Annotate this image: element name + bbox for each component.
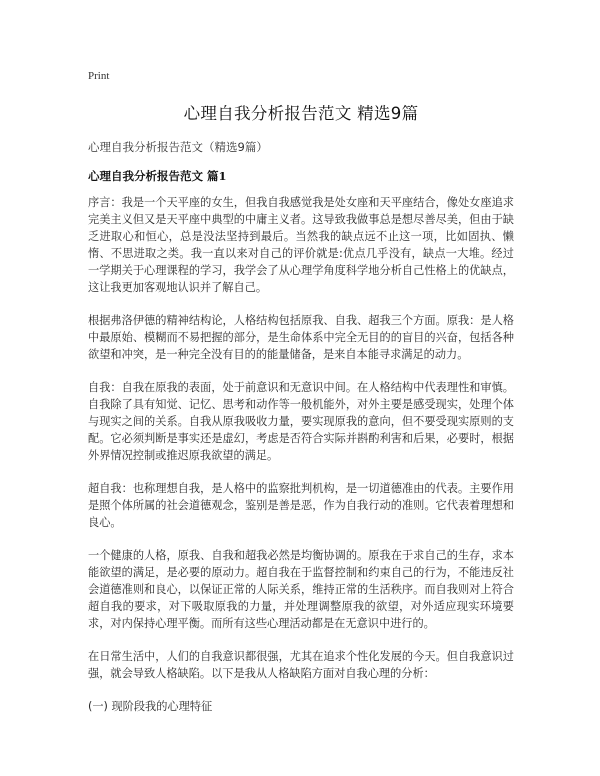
paragraph-id: 根据弗洛伊德的精神结构论，人格结构包括原我、自我、超我三个方面。原我：是人格中最原始、模糊而不易把握的部分，是生命体系中完全无目的的盲目的兴奋，包括各种欲望和冲突，是一种完全没有目的的能量储备，是来自本能寻求满足的动力。 xyxy=(88,314,514,361)
document-subtitle: 心理自我分析报告范文（精选9篇） xyxy=(88,140,268,154)
print-link[interactable]: Print xyxy=(88,70,110,82)
paragraph-superego: 超自我：也称理想自我，是人格中的监察批判机构，是一切道德准由的代表。主要作用是照个体所属的社会道德观念，鉴别是善是恶，作为自我行动的准则。它代表着理想和良心。 xyxy=(88,482,514,529)
document-title: 心理自我分析报告范文 精选9篇 xyxy=(183,104,419,123)
paragraph-ego: 自我：自我在原我的表面，处于前意识和无意识中间。在人格结构中代表理性和审慎。自我除了具有知觉、记忆、思考和动作等一般机能外，对外主要是感受现实，处理个体与现实之间的关系。自我从原我吸收力量，要实现原我的意向，但不要受现实原则的支配。它必须判断是事实还是虚幻，考虑是否符合实际并斟酌利害和后果，必要时，根据外界情况控制或推迟原我欲望的满足。 xyxy=(88,381,514,462)
list-heading: (一) 现阶段我的心理特征 xyxy=(88,700,213,713)
paragraph-healthy-personality: 一个健康的人格，原我、自我和超我必然是均衡协调的。原我在于求自己的生存，求本能欲望的满足，是必要的原动力。超自我在于监督控制和约束自己的行为，不能违反社会道德准则和良心，以保证正常的人际关系，维持正常的生活秩序。而自我则对上符合超自我的要求，对下吸取原我的力量，并处理调整原我的欲望，对外适应现实环境要求，对内保持心理平衡。而所有这些心理活动都是在无意识中进行的。 xyxy=(88,549,514,630)
section-heading: 心理自我分析报告范文 篇1 xyxy=(88,169,227,183)
paragraph-preface: 序言：我是一个天平座的女生，但我自我感觉我是处女座和天平座结合，像处女座追求完美主义但又是天平座中典型的中庸主义者。这导致我做事总是想尽善尽美，但由于缺乏进取心和恒心，总是没法坚持到最后。当然我的缺点远不止这一项，比如固执、懒惰、不思进取之类。我一直以来对自己的评价就是:优点几乎没有，缺点一大堆。经过一学期关于心理课程的学习，我学会了从心理学角度科学地分析自己性格上的优缺点，这让我更加客观地认识并了解自己。 xyxy=(88,196,514,294)
paragraph-daily-life: 在日常生活中，人们的自我意识都很强，尤其在追求个性化发展的今天。但自我意识过强，就会导致人格缺陷。以下是我从人格缺陷方面对自我心理的分析： xyxy=(88,650,514,680)
